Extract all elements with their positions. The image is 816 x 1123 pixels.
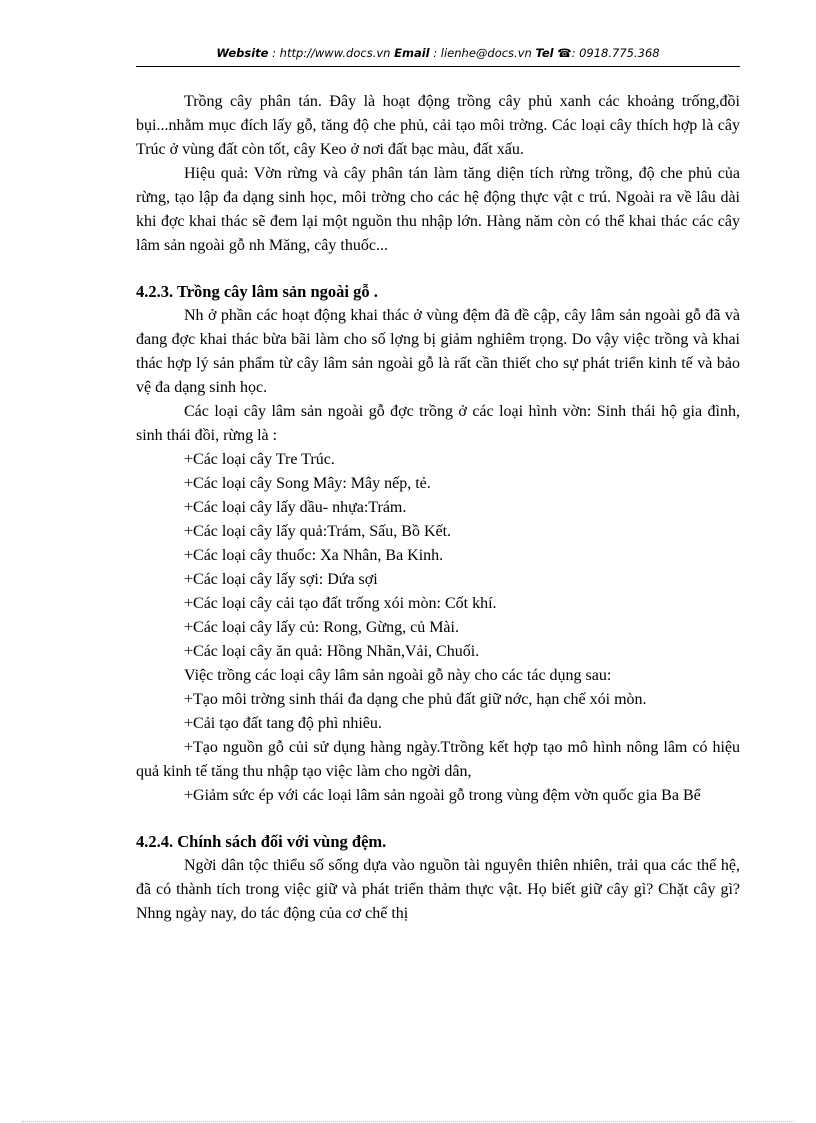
list-item: +Các loại cây Tre Trúc.: [184, 451, 335, 468]
email-link[interactable]: lienhe@docs.vn: [440, 46, 532, 60]
list-item: +Các loại cây thuốc: Xa Nhân, Ba Kinh.: [184, 547, 444, 564]
effect-item: +Cải tạo đất tang độ phì nhiêu.: [184, 715, 382, 732]
paragraph: Hiệu quả: Vờn rừng và cây phân tán làm tăng diện tích rừng trồng, độ che phủ của rừng, tạo lập đa dạng sinh học, môi trờng cho các hệ động thực vật c trú. Ngoài ra về lâu dài khi đợc khai thác sẽ đem lại một nguồn thu nhập lớn. Hàng năm còn có thể khai thác các cây lâm sản ngoài gỗ nh Măng, cây thuốc...: [136, 165, 740, 254]
paragraph: Các loại cây lâm sản ngoài gỗ đợc trồng ở các loại hình vờn: Sinh thái hộ gia đình, sinh thái đồi, rừng là :: [136, 403, 740, 444]
list-item: +Các loại cây lấy sợi: Dứa sợi: [184, 571, 378, 588]
list-item: +Các loại cây Song Mây: Mây nếp, tẻ.: [184, 475, 431, 492]
email-label: Email: [394, 46, 430, 60]
paragraph: Nh ở phần các hoạt động khai thác ở vùng đệm đã đề cập, cây lâm sản ngoài gỗ đã và đang đợc khai thác bừa bãi làm cho số lợng bị giảm nghiêm trọng. Do vậy việc trồng và khai thác hợp lý sản phẩm từ cây lâm sản ngoài gỗ là rất cần thiết cho sự phát triển kinh tế và bảo vệ đa dạng sinh học.: [136, 307, 740, 396]
page-header: Website : http://www.docs.vn Email : lienhe@docs.vn Tel ☎: 0918.775.368: [216, 46, 660, 60]
page-bottom-border: [22, 1121, 794, 1122]
paragraph: Ngời dân tộc thiểu số sống dựa vào nguồn tài nguyên thiên nhiên, trải qua các thế hệ, đã có thành tích trong việc giữ và phát triển thảm thực vật. Họ biết giữ cây gì? Chặt cây gì? Nhng ngày nay, do tác động của cơ chế thị: [136, 857, 740, 922]
website-link[interactable]: http://www.docs.vn: [279, 46, 391, 60]
list-item: +Các loại cây cải tạo đất trống xói mòn: Cốt khí.: [184, 595, 497, 612]
paragraph: Việc trồng các loại cây lâm sản ngoài gỗ này cho các tác dụng sau:: [184, 667, 612, 684]
section-heading-4-2-4: 4.2.4. Chính sách đối với vùng đệm.: [136, 832, 387, 851]
list-item: +Các loại cây lấy quả:Trám, Sấu, Bồ Kết.: [184, 523, 452, 540]
header-divider: [136, 66, 740, 67]
list-item: +Các loại cây lấy củ: Rong, Gừng, củ Mài.: [184, 619, 459, 636]
tel-number: 0918.775.368: [579, 46, 660, 60]
tel-label: Tel: [535, 46, 554, 60]
effect-item: +Tạo môi trờng sinh thái đa dạng che phủ đất giữ nớc, hạn chế xói mòn.: [184, 691, 647, 708]
document-body: [136, 90, 740, 926]
effect-item: +Tạo nguồn gỗ củi sử dụng hàng ngày.Ttrồng kết hợp tạo mô hình nông lâm có hiệu quả kinh tế tăng thu nhập tạo việc làm cho ngời dân,: [136, 739, 740, 780]
paragraph: Trồng cây phân tán. Đây là hoạt động trồng cây phủ xanh các khoảng trống,đồi bụi...nhằm mục đích lấy gỗ, tăng độ che phủ, cải tạo môi trờng. Các loại cây thích hợp là cây Trúc ở vùng đất còn tốt, cây Keo ở nơi đất bạc màu, đất xấu.: [136, 93, 740, 158]
list-item: +Các loại cây lấy dầu- nhựa:Trám.: [184, 499, 407, 516]
phone-icon: ☎: [557, 46, 572, 60]
section-heading-4-2-3: 4.2.3. Trồng cây lâm sản ngoài gỗ .: [136, 282, 378, 301]
list-item: +Các loại cây ăn quả: Hồng Nhãn,Vải, Chuối.: [184, 643, 480, 660]
effect-item: +Giảm sức ép với các loại lâm sản ngoài gỗ trong vùng đệm vờn quốc gia Ba Bể: [184, 787, 701, 804]
website-label: Website: [216, 46, 269, 60]
